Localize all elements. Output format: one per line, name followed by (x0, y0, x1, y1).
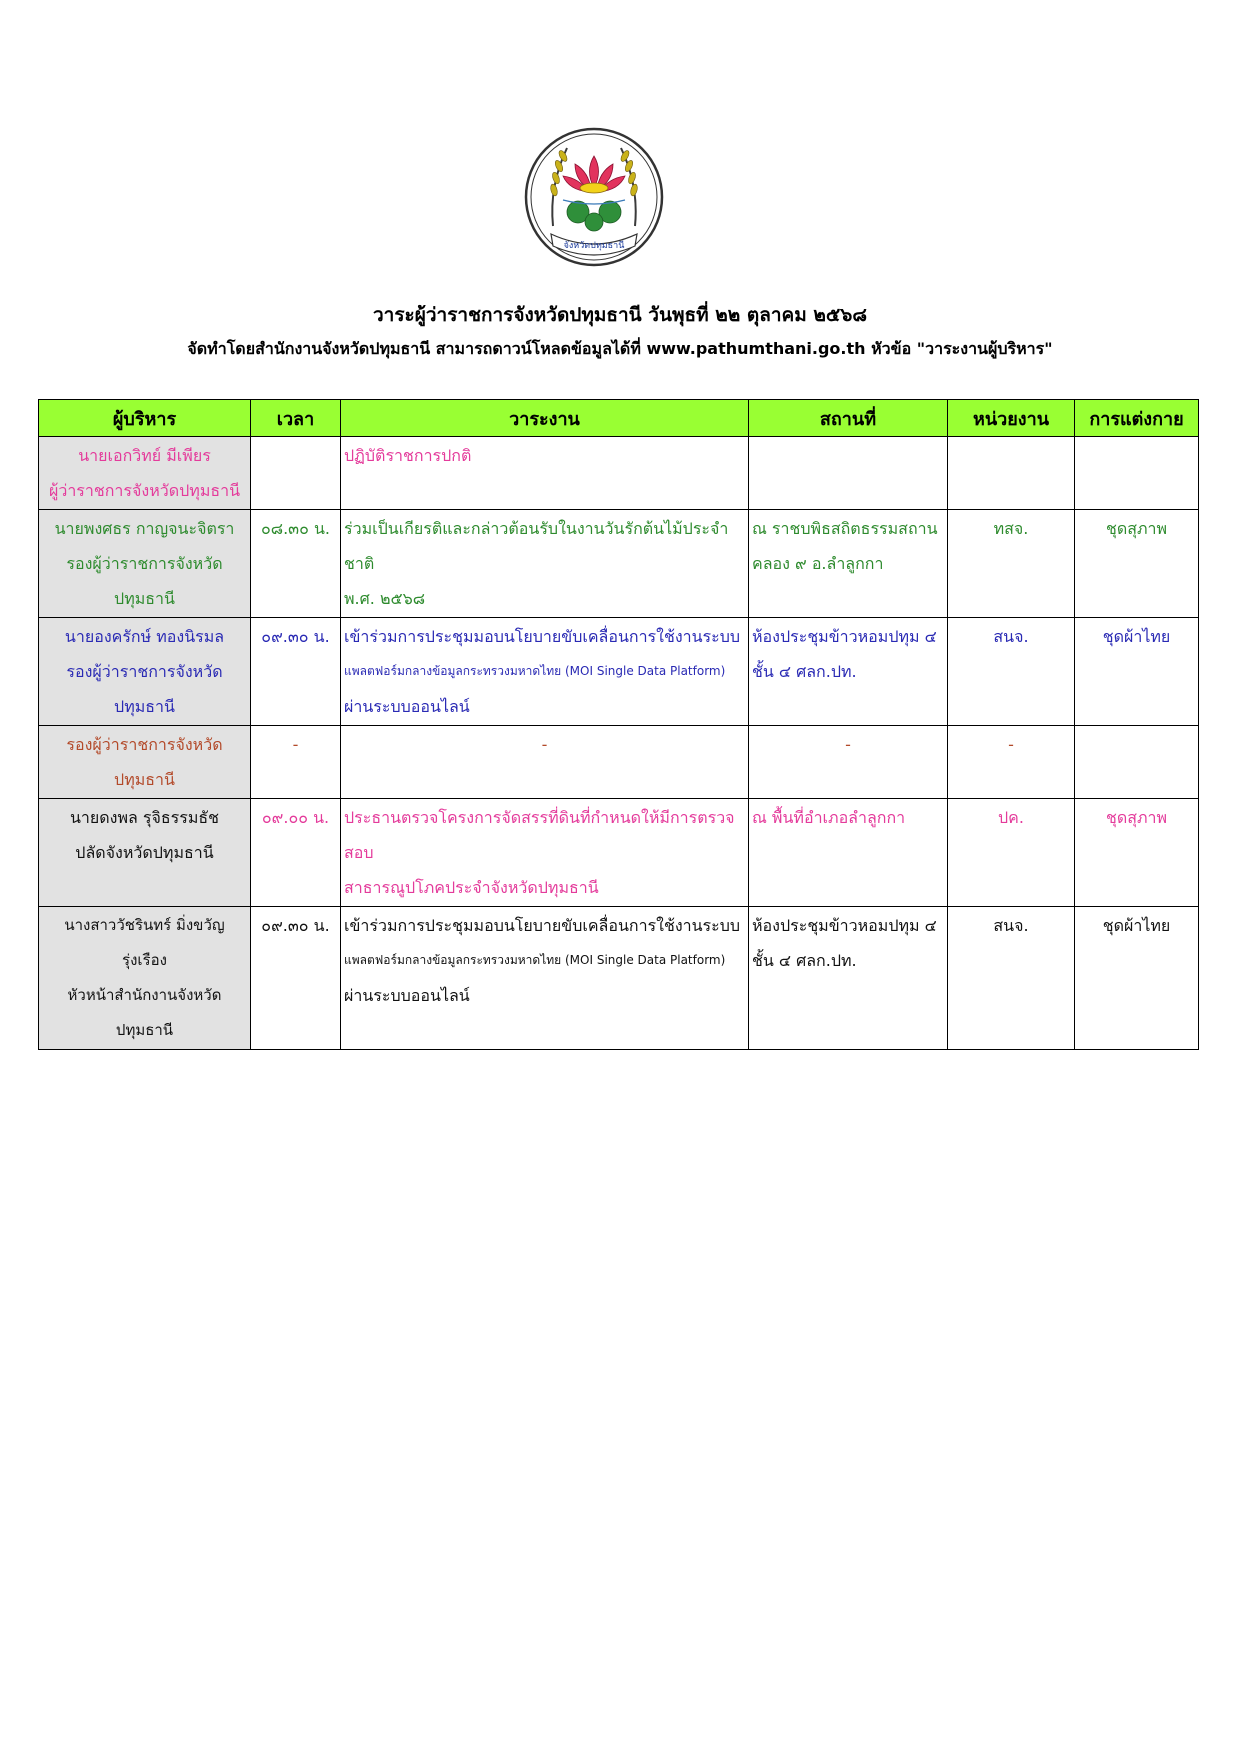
col-header-executive: ผู้บริหาร (39, 400, 251, 437)
executive-name: นางสาววัชรินทร์ มิ่งขวัญรุ่งเรือง (64, 916, 225, 969)
unit-cell: ปค. (948, 799, 1075, 907)
seal-text: จังหวัดปทุมธานี (563, 241, 625, 251)
place-cell (749, 618, 948, 726)
agenda-text: เข้าร่วมการประชุมมอบนโยบายขับเคลื่อนการใช้งานระบบ (344, 627, 741, 646)
table-row (39, 618, 1199, 726)
time-cell (251, 437, 341, 510)
col-header-place: สถานที่ (749, 400, 948, 437)
agenda-text: แพลตฟอร์มกลางข้อมูลกระทรวงมหาดไทย (MOI Single Data Platform) (344, 953, 726, 967)
place-text: ณ ราชบพิธสถิตธรรมสถาน (752, 519, 938, 538)
place-cell (749, 437, 948, 510)
agenda-table (38, 399, 1199, 1050)
executive-cell (39, 726, 251, 799)
dress-cell (1075, 437, 1199, 510)
place-cell (749, 510, 948, 618)
executive-cell (39, 510, 251, 618)
unit-cell (948, 437, 1075, 510)
unit-cell: สนจ. (948, 907, 1075, 1050)
agenda-cell (341, 799, 749, 907)
province-seal-logo (523, 126, 665, 268)
dress-cell: ชุดสุภาพ (1075, 510, 1199, 618)
agenda-cell (341, 510, 749, 618)
place-cell: - (749, 726, 948, 799)
dress-cell: ชุดสุภาพ (1075, 799, 1199, 907)
time-cell: ๐๙.๓๐ น. (251, 907, 341, 1050)
executive-position: หัวหน้าสำนักงานจังหวัดปทุมธานี (67, 986, 222, 1039)
agenda-text: พ.ศ. ๒๕๖๘ (344, 589, 426, 608)
executive-position: รองผู้ว่าราชการจังหวัดปทุมธานี (66, 735, 223, 789)
time-cell: - (251, 726, 341, 799)
place-text: ชั้น ๔ ศลก.ปท. (752, 951, 857, 970)
time-cell: ๐๙.๐๐ น. (251, 799, 341, 907)
col-header-unit: หน่วยงาน (948, 400, 1075, 437)
unit-cell: ทสจ. (948, 510, 1075, 618)
col-header-agenda: วาระงาน (341, 400, 749, 437)
executive-cell (39, 437, 251, 510)
place-text: ชั้น ๔ ศลก.ปท. (752, 662, 857, 681)
dress-cell (1075, 726, 1199, 799)
time-cell: ๐๘.๓๐ น. (251, 510, 341, 618)
page-title: วาระผู้ว่าราชการจังหวัดปทุมธานี วันพุธที่ ๒๒ ตุลาคม ๒๕๖๘ (373, 304, 867, 326)
agenda-text: ผ่านระบบออนไลน์ (344, 986, 470, 1005)
executive-name: นายดงพล รุจิธรรมธัช (69, 808, 220, 827)
agenda-cell (341, 907, 749, 1050)
table-row (39, 726, 1199, 799)
agenda-text: สาธารณูปโภคประจำจังหวัดปทุมธานี (344, 878, 599, 897)
executive-name: นายองครักษ์ ทองนิรมล (64, 627, 225, 646)
table-row (39, 799, 1199, 907)
time-cell: ๐๙.๓๐ น. (251, 618, 341, 726)
table-row (39, 510, 1199, 618)
dress-cell: ชุดผ้าไทย (1075, 618, 1199, 726)
place-text: ห้องประชุมข้าวหอมปทุม ๔ (752, 627, 937, 646)
agenda-text: แพลตฟอร์มกลางข้อมูลกระทรวงมหาดไทย (MOI Single Data Platform) (344, 664, 726, 678)
place-cell (749, 907, 948, 1050)
col-header-dress: การแต่งกาย (1075, 400, 1199, 437)
unit-cell: - (948, 726, 1075, 799)
place-text: คลอง ๙ อ.ลำลูกกา (752, 554, 884, 573)
agenda-text: ร่วมเป็นเกียรติและกล่าวต้อนรับในงานวันรักต้นไม้ประจำชาติ (344, 519, 729, 573)
executive-position: ผู้ว่าราชการจังหวัดปทุมธานี (48, 481, 241, 500)
table-row (39, 907, 1199, 1050)
place-text: ห้องประชุมข้าวหอมปทุม ๔ (752, 916, 937, 935)
col-header-time: เวลา (251, 400, 341, 437)
executive-name: นายพงศธร กาญจนะจิตรา (54, 519, 235, 538)
executive-position: รองผู้ว่าราชการจังหวัดปทุมธานี (66, 662, 223, 716)
agenda-text: เข้าร่วมการประชุมมอบนโยบายขับเคลื่อนการใช้งานระบบ (344, 916, 741, 935)
dress-cell: ชุดผ้าไทย (1075, 907, 1199, 1050)
place-text: ณ พื้นที่อำเภอลำลูกกา (752, 808, 906, 827)
unit-cell: สนจ. (948, 618, 1075, 726)
page-subtitle: จัดทำโดยสำนักงานจังหวัดปทุมธานี สามารถดาวน์โหลดข้อมูลได้ที่ www.pathumthani.go.th หัวข้อ "วาระงานผู้บริหาร" (187, 339, 1053, 358)
agenda-text: ประธานตรวจโครงการจัดสรรที่ดินที่กำหนดให้มีการตรวจสอบ (344, 808, 735, 862)
agenda-cell: - (341, 726, 749, 799)
executive-position: รองผู้ว่าราชการจังหวัดปทุมธานี (66, 554, 223, 608)
executive-cell (39, 618, 251, 726)
agenda-text: ผ่านระบบออนไลน์ (344, 697, 470, 716)
executive-cell (39, 799, 251, 907)
table-header-row (39, 400, 1199, 437)
table-row (39, 437, 1199, 510)
agenda-cell (341, 437, 749, 510)
executive-name: นายเอกวิทย์ มีเพียร (78, 446, 211, 465)
agenda-cell (341, 618, 749, 726)
executive-position: ปลัดจังหวัดปทุมธานี (75, 843, 214, 862)
executive-cell (39, 907, 251, 1050)
agenda-text: ปฏิบัติราชการปกติ (344, 446, 472, 465)
place-cell (749, 799, 948, 907)
